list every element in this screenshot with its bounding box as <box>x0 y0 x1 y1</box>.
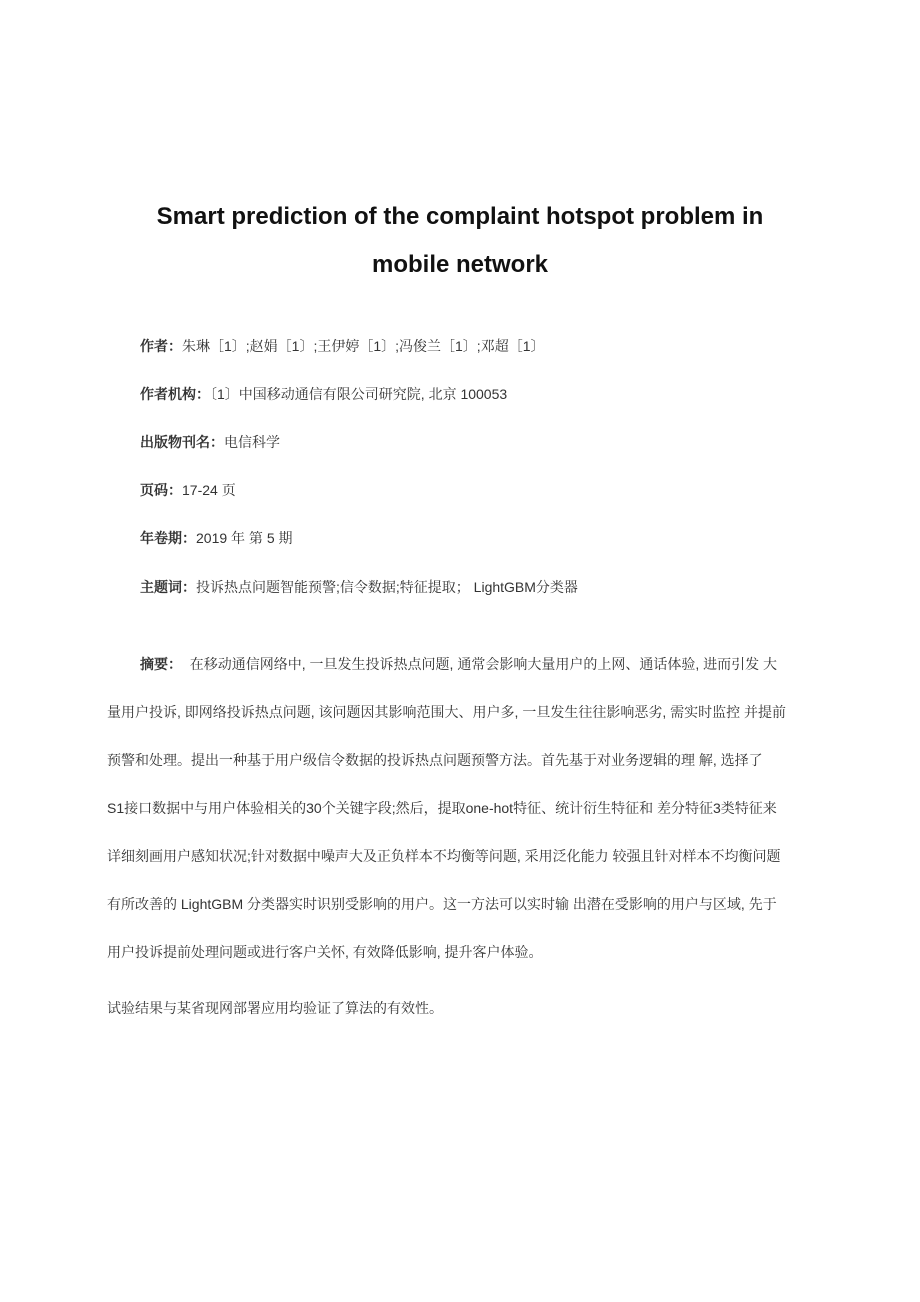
authors-value: 朱琳［1〕;赵娟［1〕;王伊婷［1〕;冯俊兰［1〕;邓超［1〕 <box>182 338 545 354</box>
pages <box>140 480 236 500</box>
abstract-line: S1接口数据中与用户体验相关的30个关键字段;然后，提取one-hot特征、统计衍生特征和 差分特征3类特征来 <box>107 800 777 816</box>
journal-label: 出版物刊名： <box>140 434 224 450</box>
issue-label: 年卷期： <box>140 530 196 546</box>
abstract-line: 量用户投诉, 即网络投诉热点问题, 该问题因其影响范围大、用户多, 一旦发生往往影响恶劣, 需实时监控 并提前 <box>107 704 787 720</box>
abstract-line <box>140 654 777 674</box>
keywords-label: 主题词： <box>140 579 196 595</box>
keywords <box>140 577 578 597</box>
keywords-value: 投诉热点问题智能预警;信令数据;特征提取； LightGBM分类器 <box>196 579 578 595</box>
abstract-text: 在移动通信网络中, 一旦发生投诉热点问题, 通常会影响大量用户的上网、通话体验, 进而引发 大 <box>189 656 778 672</box>
paper-title-line-2: mobile network <box>371 251 549 278</box>
pages-label: 页码： <box>140 482 182 498</box>
issue-value: 2019 年 第 5 期 <box>196 530 293 546</box>
affiliation-value: 〔1〕中国移动通信有限公司研究院, 北京 100053 <box>210 386 508 402</box>
abstract-label: 摘要： <box>140 656 182 672</box>
abstract-line: 预警和处理。提出一种基于用户级信令数据的投诉热点问题预警方法。首先基于对业务逻辑的理 解, 选择了 <box>107 752 763 768</box>
pages-value: 17-24 页 <box>182 482 236 498</box>
abstract-line: 详细刻画用户感知状况;针对数据中噪声大及正负样本不均衡等问题, 采用泛化能力 较强且针对样本不均衡问题 <box>107 848 781 864</box>
journal-value: 电信科学 <box>224 434 280 450</box>
abstract-line: 有所改善的 LightGBM 分类器实时识别受影响的用户。这一方法可以实时输 出潜在受影响的用户与区域, 先于 <box>107 896 777 912</box>
affiliation <box>140 384 507 404</box>
authors-label: 作者： <box>140 338 182 354</box>
abstract-line: 用户投诉提前处理问题或进行客户关怀, 有效降低影响, 提升客户体验。 <box>107 944 543 960</box>
paper-title-line-1: Smart prediction of the complaint hotspot problem in <box>156 203 764 230</box>
journal <box>140 432 280 452</box>
abstract-closing: 试验结果与某省现网部署应用均验证了算法的有效性。 <box>107 1000 443 1016</box>
issue <box>140 528 293 548</box>
authors <box>140 336 545 356</box>
affiliation-label: 作者机构： <box>140 386 210 402</box>
